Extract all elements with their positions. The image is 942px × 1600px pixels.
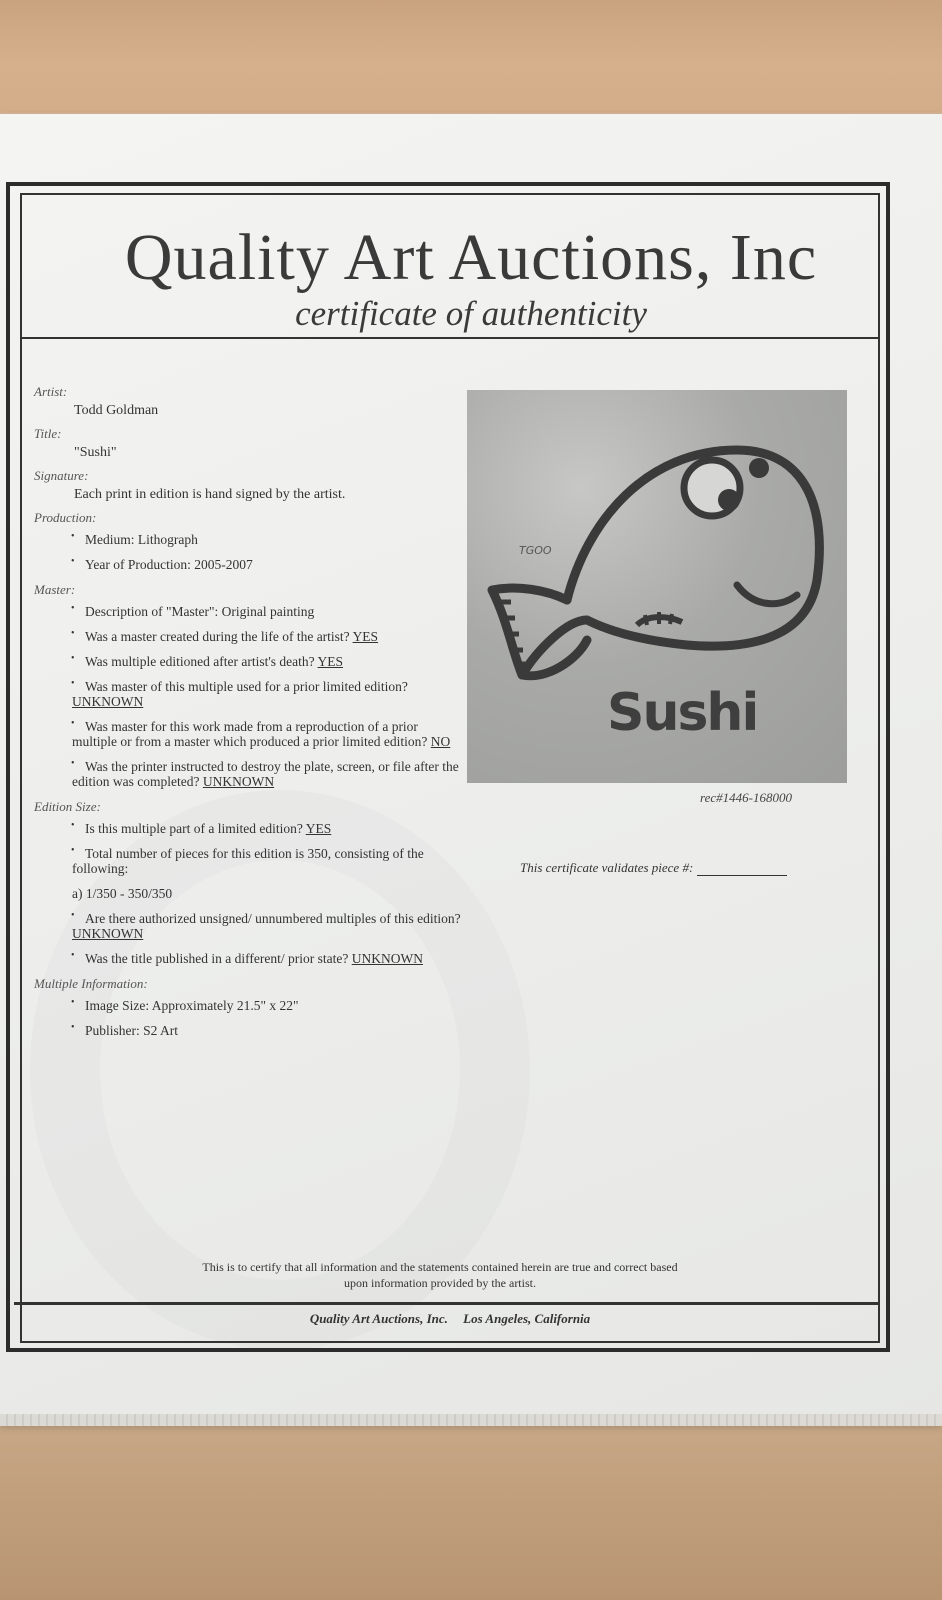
master-description: • Description of "Master": Original painting — [72, 604, 464, 619]
edition-question-2: • Total number of pieces for this edition is 350, consisting of the following: — [72, 846, 464, 876]
production-label: Production: — [34, 510, 97, 525]
multiple-label: Multiple Information: — [34, 976, 148, 991]
edition-question-3: • Are there authorized unsigned/ unnumbered multiples of this edition? UNKNOWN — [72, 911, 464, 941]
fish-mouth — [737, 585, 797, 604]
fish-pupil-right — [749, 458, 769, 478]
edition-answer-3: UNKNOWN — [72, 926, 144, 941]
fish-pupil-left — [718, 489, 740, 511]
certificate-subtitle: certificate of authenticity — [295, 294, 647, 333]
title-label: Title: — [34, 426, 62, 441]
production-medium: • Medium: Lithograph — [72, 532, 464, 547]
fish-illustration — [467, 390, 847, 783]
company-name: Quality Art Auctions, Inc — [124, 221, 818, 294]
multiple-image-size: • Image Size: Approximately 21.5" x 22" — [72, 998, 464, 1013]
edition-range: a) 1/350 - 350/350 — [72, 886, 173, 901]
artist-value: Todd Goldman — [74, 403, 159, 418]
piece-validation-label: This certificate validates piece #: — [520, 860, 694, 875]
certificate-details — [34, 384, 464, 1048]
footer-company: Quality Art Auctions, Inc. — [309, 1311, 448, 1326]
signature-value: Each print in edition is hand signed by the artist. — [74, 487, 346, 502]
edition-question-4: • Was the title published in a different/ prior state? UNKNOWN — [72, 951, 464, 966]
title-value: "Sushi" — [74, 445, 117, 460]
master-question-1: • Was a master created during the life of the artist? YES — [72, 629, 464, 644]
multiple-publisher: • Publisher: S2 Art — [72, 1023, 464, 1038]
record-number: rec#1446-168000 — [700, 790, 792, 805]
master-label: Master: — [34, 582, 76, 597]
edition-answer-1: YES — [305, 821, 332, 836]
master-answer-5: UNKNOWN — [202, 774, 275, 789]
header-divider — [20, 337, 880, 339]
artist-label: Artist: — [34, 384, 68, 399]
footer — [0, 1311, 900, 1327]
footer-location: Los Angeles, California — [463, 1311, 591, 1326]
edition-answer-4: UNKNOWN — [351, 951, 423, 966]
plastic-sleeve-edge — [0, 1414, 942, 1426]
certification-statement: This is to certify that all information and the statements contained herein are true and correct based upon information provided by the artist. — [202, 1260, 678, 1290]
edition-question-1: • Is this multiple part of a limited edition? YES — [72, 821, 464, 836]
piece-validation — [520, 860, 787, 876]
master-question-3: • Was master of this multiple used for a prior limited edition? UNKNOWN — [72, 679, 464, 709]
artwork-image — [467, 390, 847, 783]
piece-number-blank[interactable] — [697, 863, 787, 876]
master-question-2: • Was multiple editioned after artist's death? YES — [72, 654, 464, 669]
master-answer-1: YES — [352, 629, 379, 644]
production-year: • Year of Production: 2005-2007 — [72, 557, 464, 572]
master-question-4: • Was master for this work made from a reproduction of a prior multiple or from a master which produced a prior limited edition? NO — [72, 719, 464, 749]
master-question-5: • Was the printer instructed to destroy the plate, screen, or file after the edition was completed? UNKNOWN — [72, 759, 464, 789]
artwork-word: Sushi — [607, 683, 758, 743]
edition-label: Edition Size: — [34, 799, 101, 814]
footer-divider — [14, 1302, 880, 1305]
master-answer-3: UNKNOWN — [72, 694, 144, 709]
signature-label: Signature: — [34, 468, 89, 483]
master-answer-4: NO — [430, 734, 451, 749]
artwork-signature: TGOO — [519, 544, 552, 557]
master-answer-2: YES — [317, 654, 344, 669]
